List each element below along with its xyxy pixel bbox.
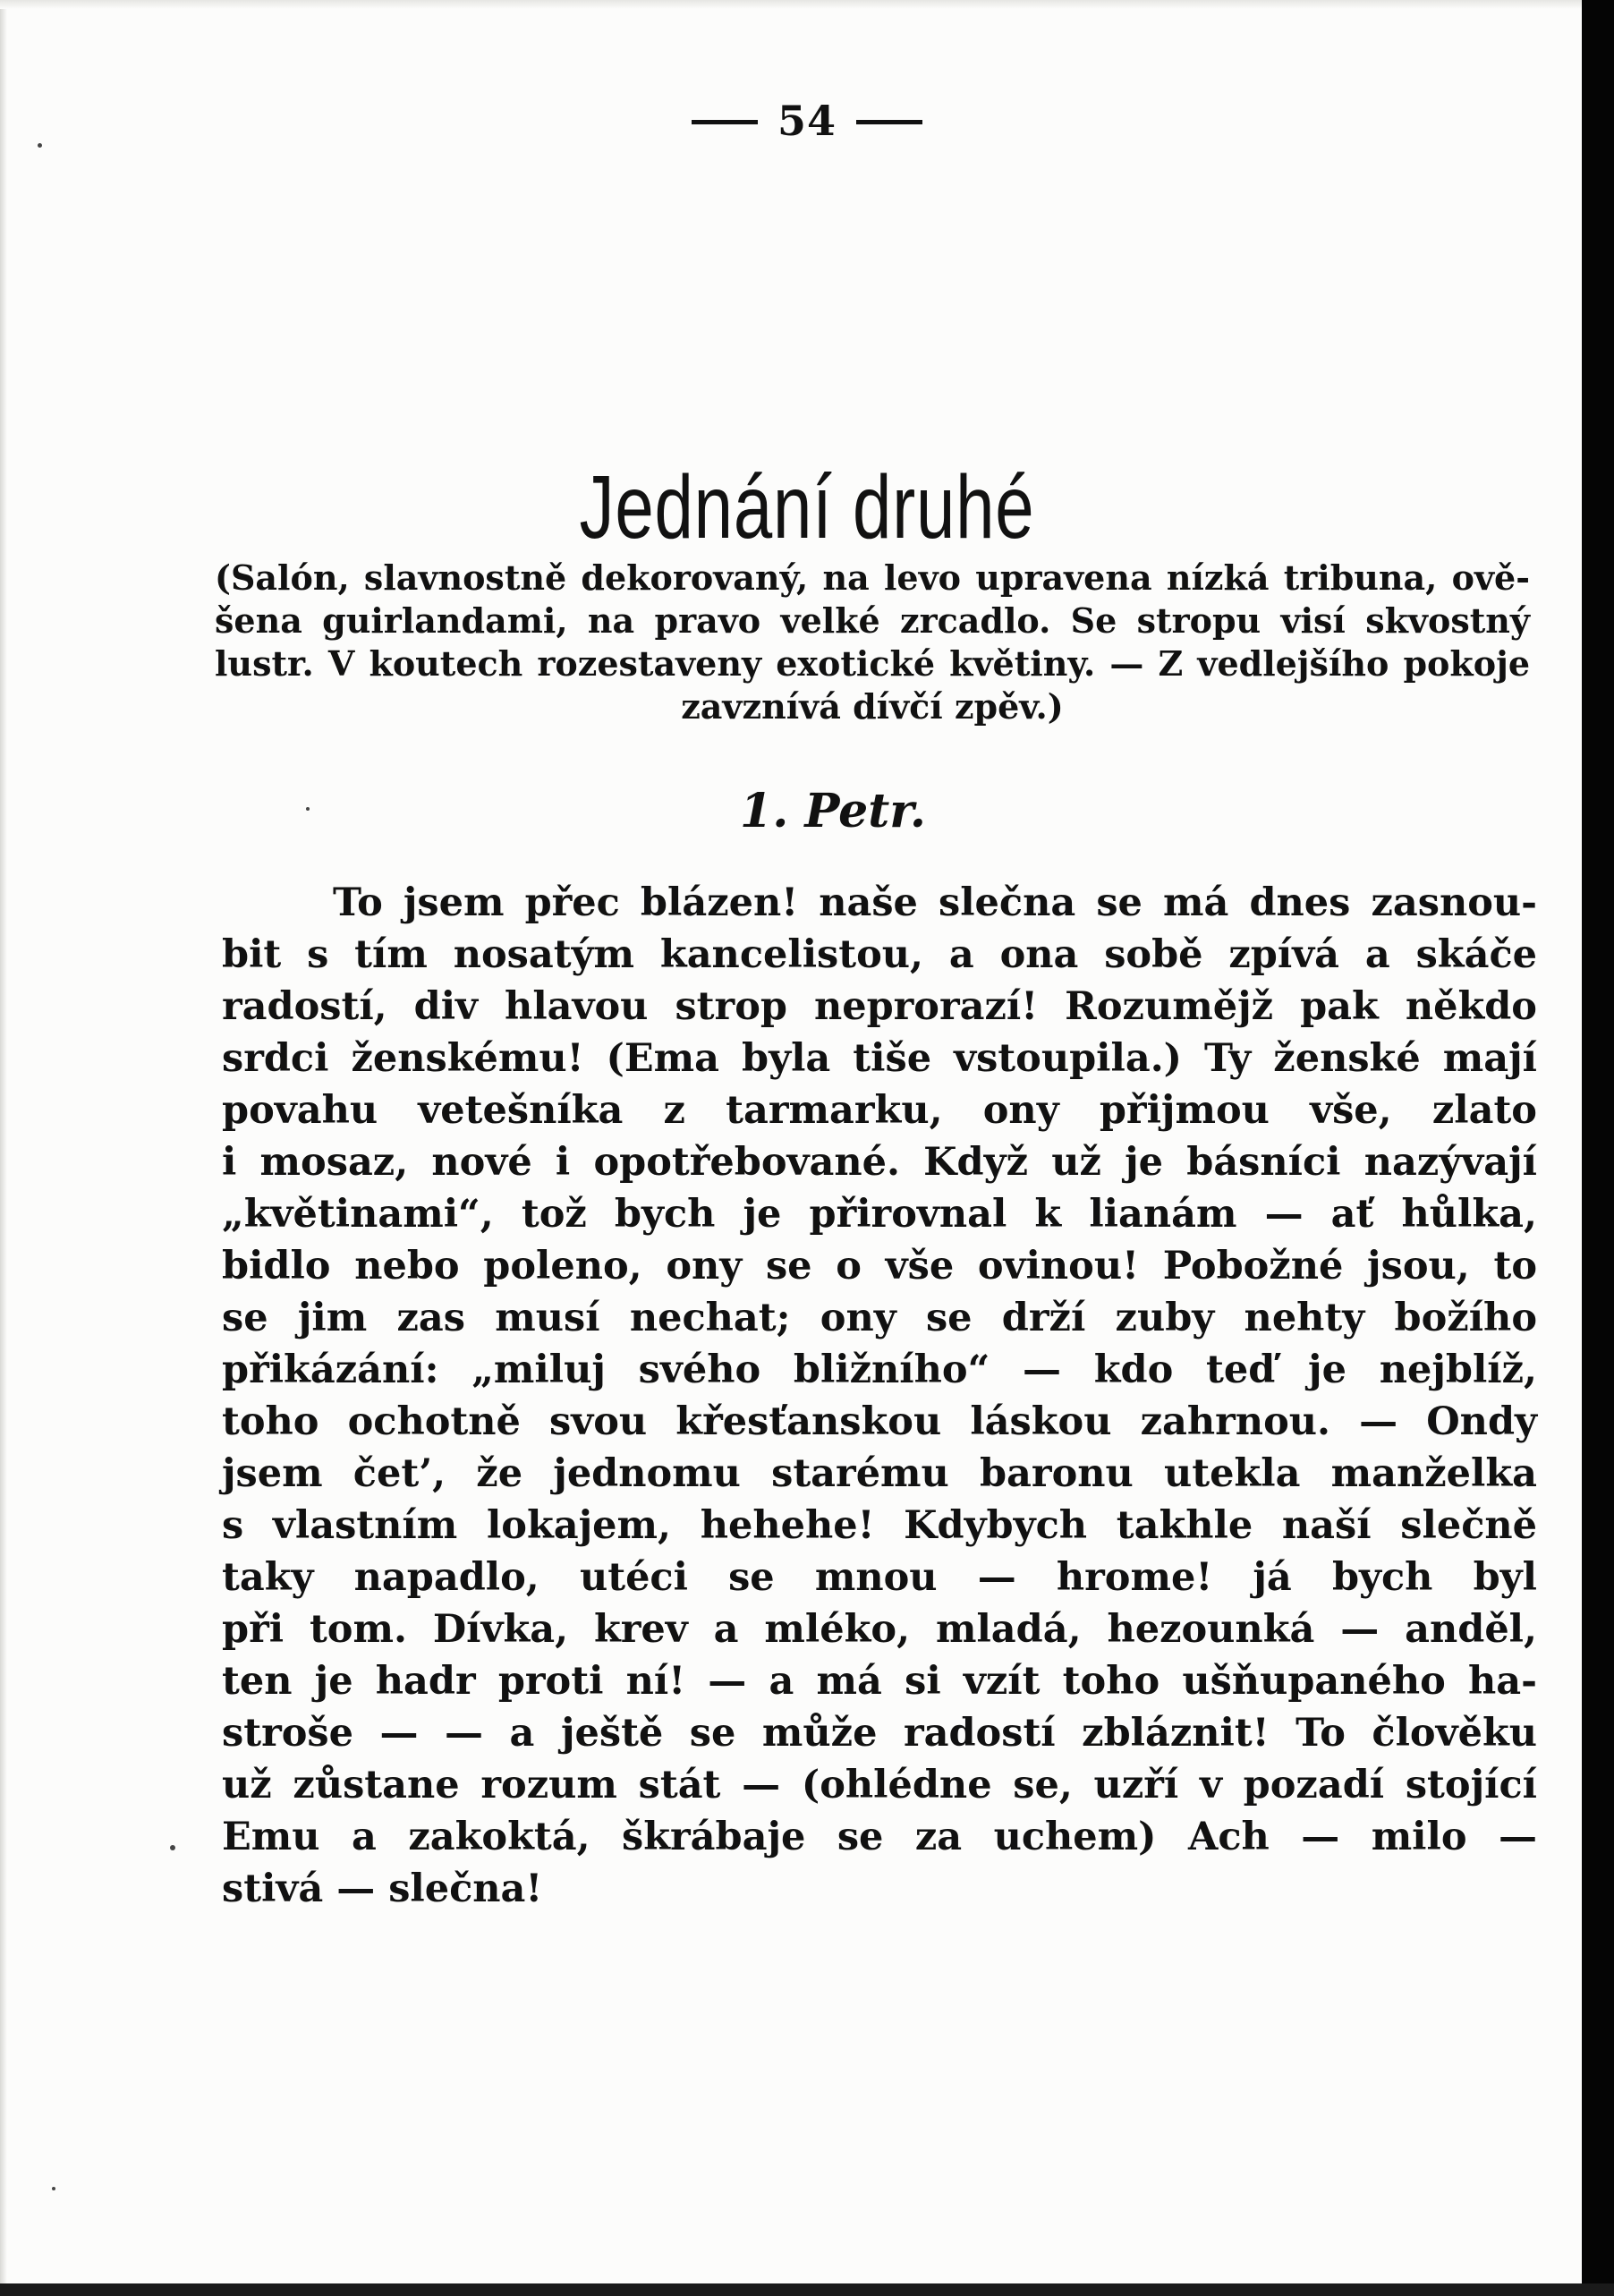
speech-line: povahu vetešníka z tarmarku, ony přijmou vše, zlato xyxy=(222,1088,1537,1133)
page-top-edge xyxy=(0,0,1614,9)
page-number-dash-left xyxy=(692,120,758,124)
speech-line: srdci ženskému! (Ema byla tiše vstoupila.) Ty ženské mají xyxy=(222,1036,1537,1081)
scan-border-right xyxy=(1582,0,1614,2296)
speech-line: stivá — slečna! xyxy=(222,1867,543,1911)
speech-line: taky napadlo, utéci se mnou — hrome! já bych byl xyxy=(222,1555,1537,1600)
page-number xyxy=(0,97,1614,145)
stage-direction xyxy=(215,557,1530,728)
scene-heading: 1. Petr. xyxy=(740,784,926,838)
stage-direction-line: lustr. V koutech rozestaveny exotické květiny. — Z vedlejšího pokoje xyxy=(215,643,1530,684)
speech-line: bit s tím nosatým kancelistou, a ona sobě zpívá a skáče xyxy=(222,932,1537,977)
act-heading: Jednání druhé xyxy=(579,457,1035,557)
page-number-value: 54 xyxy=(777,97,837,145)
speech-line: jsem čet’, že jednomu starému baronu utekla manželka xyxy=(222,1451,1537,1496)
speech-line: bidlo nebo poleno, ony se o vše ovinou! Pobožné jsou, to xyxy=(222,1244,1537,1288)
speech-line: už zůstane rozum stát — (ohlédne se, uzří v pozadí stojící xyxy=(222,1763,1537,1807)
speech-line: se jim zas musí nechat; ony se drží zuby nehty božího xyxy=(222,1296,1537,1340)
speech-line: Emu a zakoktá, škrábaje se za uchem) Ach — milo — xyxy=(222,1815,1537,1859)
speech-line: toho ochotně svou křesťanskou láskou zahrnou. — Ondy xyxy=(222,1399,1537,1444)
speech-line: To jsem přec blázen! naše slečna se má dnes zasnou- xyxy=(333,880,1537,925)
speech-line: s vlastním lokajem, hehehe! Kdybych takhle naší slečně xyxy=(222,1503,1537,1548)
stage-direction-line: zavznívá dívčí zpěv.) xyxy=(681,686,1064,727)
speech-line: při tom. Dívka, krev a mléko, mladá, hezounká — anděl, xyxy=(222,1607,1537,1652)
speech-line: radostí, div hlavou strop neprorazí! Rozumějž pak někdo xyxy=(222,984,1537,1029)
scan-border-bottom xyxy=(0,2283,1614,2296)
scan-speck xyxy=(170,1845,175,1850)
stage-direction-line: (Salón, slavnostně dekorovaný, na levo upravena nízká tribuna, ově- xyxy=(215,557,1530,598)
speech-line: „květinami“, tož bych je přirovnal k lianám — ať hůlka, xyxy=(222,1192,1537,1237)
page-number-dash-right xyxy=(856,120,922,124)
speech-line: ten je hadr proti ní! — a má si vzít toho ušňupaného ha- xyxy=(222,1659,1537,1704)
stage-direction-line: šena guirlandami, na pravo velké zrcadlo. Se stropu visí skvostný xyxy=(215,600,1530,641)
scan-speck xyxy=(52,2187,55,2190)
speech-line: přikázání: „miluj svého bližního“ — kdo teď je nejblíž, xyxy=(222,1348,1537,1392)
speech-line: i mosaz, nové i opotřebované. Když už je básníci nazývají xyxy=(222,1140,1537,1185)
speech-line: stroše — — a ještě se může radostí zbláznit! To člověku xyxy=(222,1711,1537,1756)
speech-paragraph xyxy=(222,877,1537,1915)
page-left-edge xyxy=(0,0,7,2296)
